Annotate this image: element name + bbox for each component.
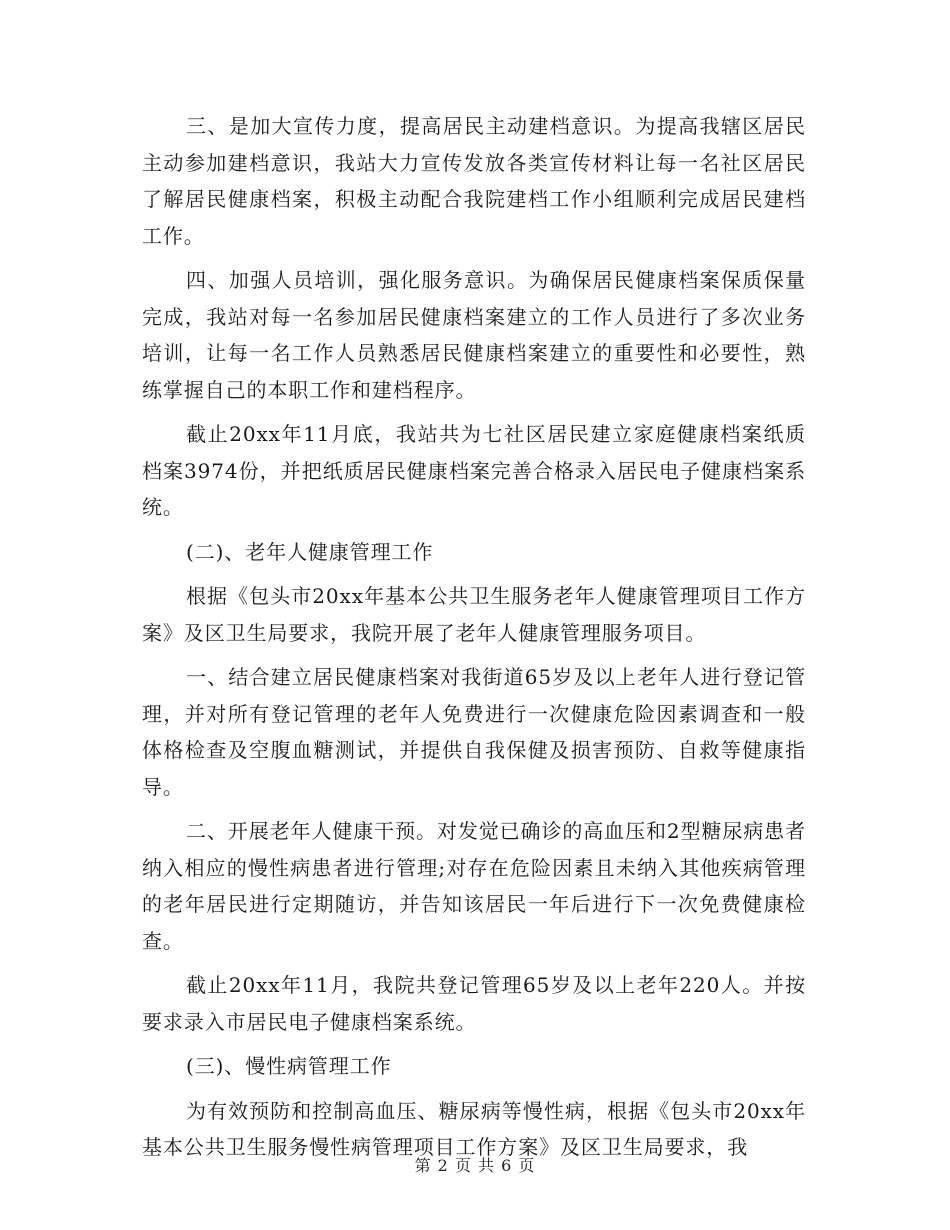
paragraph: 根据《包头市20xx年基本公共卫生服务老年人健康管理项目工作方案》及区卫生局要求，我院开展了老年人健康管理服务项目。 xyxy=(142,584,806,645)
paragraph: 一、结合建立居民健康档案对我街道65岁及以上老年人进行登记管理，并对所有登记管理的老年人免费进行一次健康危险因素调查和一般体格检查及空腹血糖测试，并提供自我保健及损害预防、自救等健康指导。 xyxy=(142,665,806,799)
paragraph: 截止20xx年11月底，我站共为七社区居民建立家庭健康档案纸质档案3974份，并把纸质居民健康档案完善合格录入居民电子健康档案系统。 xyxy=(142,422,806,519)
paragraph: 四、加强人员培训，强化服务意识。为确保居民健康档案保质保量完成，我站对每一名参加居民健康档案建立的工作人员进行了多次业务培训，让每一名工作人员熟悉居民健康档案建立的重要性和必要性，熟练掌握自己的本职工作和建档程序。 xyxy=(142,268,806,402)
document-body xyxy=(142,108,806,1174)
paragraph: 为有效预防和控制高血压、糖尿病等慢性病，根据《包头市20xx年基本公共卫生服务慢性病管理项目工作方案》及区卫生局要求，我 xyxy=(142,1098,806,1159)
section-heading: (三)、慢性病管理工作 xyxy=(186,1054,392,1078)
page-number: 第 2 页 共 6 页 xyxy=(414,1156,536,1175)
paragraph: 截止20xx年11月，我院共登记管理65岁及以上老年220人。并按要求录入市居民电子健康档案系统。 xyxy=(142,973,806,1034)
section-heading: (二)、老年人健康管理工作 xyxy=(186,539,434,564)
paragraph: 二、开展老年人健康干预。对发觉已确诊的高血压和2型糖尿病患者纳入相应的慢性病患者进行管理;对存在危险因素且未纳入其他疾病管理的老年居民进行定期随访，并告知该居民一年后进行下一次免费健康检查。 xyxy=(142,819,806,953)
paragraph: 三、是加大宣传力度，提高居民主动建档意识。为提高我辖区居民主动参加建档意识，我站大力宣传发放各类宣传材料让每一名社区居民了解居民健康档案，积极主动配合我院建档工作小组顺利完成居民建档工作。 xyxy=(142,114,806,248)
